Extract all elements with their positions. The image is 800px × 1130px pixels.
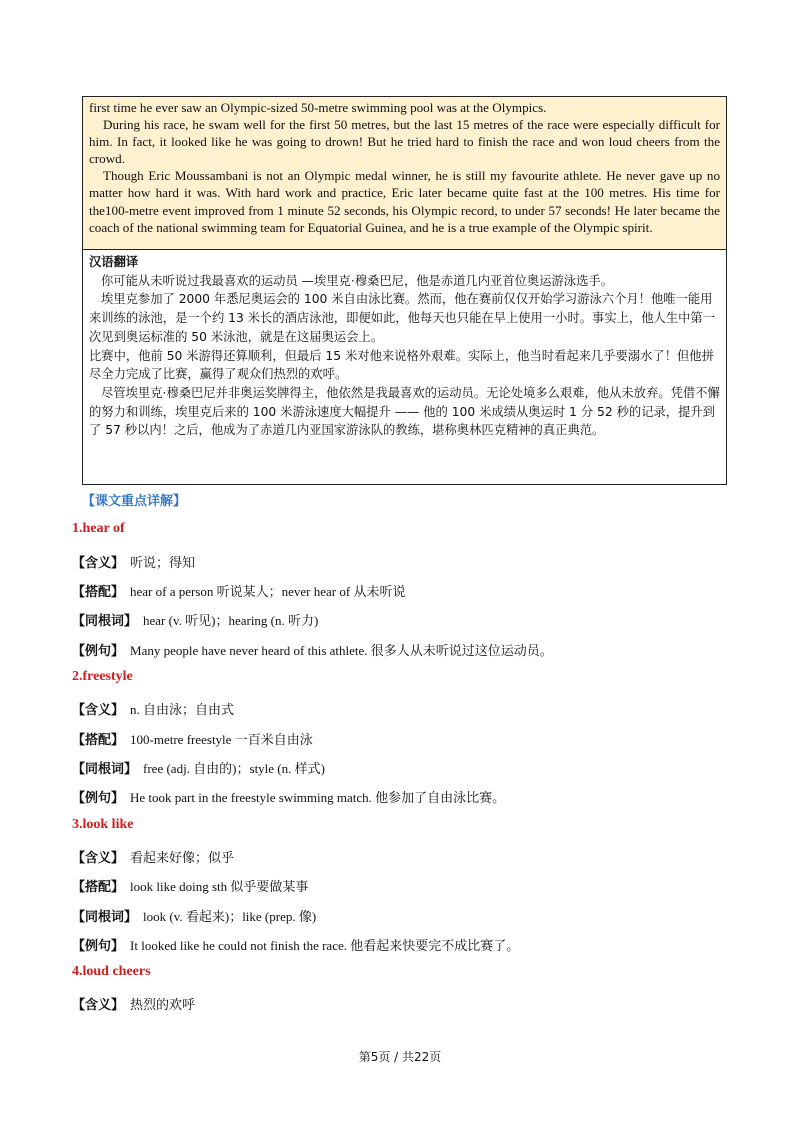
english-paragraph: first time he ever saw an Olympic-sized 50-metre swimming pool was at the Olympics. xyxy=(89,100,547,115)
meaning-label: 【含义】 xyxy=(72,851,125,866)
cognate-label: 【同根词】 xyxy=(72,762,138,777)
example-text: He took part in the freestyle swimming match. 他参加了自由泳比赛。 xyxy=(130,790,506,805)
meaning-text: 听说；得知 xyxy=(130,555,196,570)
collocation-text: hear of a person 听说某人；never hear of 从未听说 xyxy=(130,584,406,599)
meaning-text: 热烈的欢呼 xyxy=(130,997,196,1012)
example-row xyxy=(72,787,505,806)
term-heading: 4.loud cheers xyxy=(72,964,151,979)
translation-heading: 汉语翻译 xyxy=(89,255,139,269)
example-label: 【例句】 xyxy=(72,791,125,806)
cognate-row xyxy=(72,610,318,629)
collocation-label: 【搭配】 xyxy=(72,880,125,895)
text-box xyxy=(82,96,727,485)
chinese-translation xyxy=(83,250,726,440)
cognate-text: hear (v. 听见)；hearing (n. 听力) xyxy=(143,613,319,628)
collocation-label: 【搭配】 xyxy=(72,585,125,600)
meaning-label: 【含义】 xyxy=(72,556,125,571)
section-title: 【课文重点详解】 xyxy=(82,494,187,509)
cognate-text: look (v. 看起来)；like (prep. 像) xyxy=(143,909,317,924)
example-text: Many people have never heard of this athlete. 很多人从未听说过这位运动员。 xyxy=(130,643,553,658)
example-label: 【例句】 xyxy=(72,939,125,954)
collocation-text: 100-metre freestyle 一百米自由泳 xyxy=(130,732,313,747)
meaning-text: n. 自由泳；自由式 xyxy=(130,702,235,717)
chinese-paragraph: 尽管埃里克·穆桑巴尼并非奥运奖牌得主，他依然是我最喜欢的运动员。无论处境多么艰难，他从未放弃。凭借不懈的努力和训练，埃里克后来的 100 米游泳速度大幅提升 —— 他的 100 米成绩从奥运时 1 分 52 秒的记录，提升到了 57 秒以内！之后，他成为了赤道几内亚国家游泳队的教练，堪称奥林匹克精神的真正典范。 xyxy=(89,385,720,438)
term-heading: 1.hear of xyxy=(72,521,125,536)
example-label: 【例句】 xyxy=(72,644,125,659)
meaning-label: 【含义】 xyxy=(72,703,125,718)
cognate-label: 【同根词】 xyxy=(72,614,138,629)
cognate-text: free (adj. 自由的)；style (n. 样式) xyxy=(143,761,325,776)
collocation-label: 【搭配】 xyxy=(72,733,125,748)
collocation-text: look like doing sth 似乎要做某事 xyxy=(130,879,309,894)
chinese-paragraph: 埃里克参加了 2000 年悉尼奥运会的 100 米自由泳比赛。然而，他在赛前仅仅开始学习游泳六个月！他唯一能用来训练的泳池，是一个约 13 米长的酒店泳池，即便如此，他每天也只能在早上使用一小时。事实上，他人生中第一次见到奥运标准的 50 米泳池，就是在这届奥运会上。 xyxy=(89,292,716,344)
collocation-row xyxy=(72,581,405,600)
chinese-paragraph: 你可能从未听说过我最喜欢的运动员 —埃里克·穆桑巴尼，他是赤道几内亚首位奥运游泳选手。 xyxy=(101,273,613,288)
collocation-row xyxy=(72,876,308,895)
meaning-text: 看起来好像；似乎 xyxy=(130,850,235,865)
english-paragraph: During his race, he swam well for the first 50 metres, but the last 15 metres of the race were especially difficult for him. In fact, it looked like he was going to drown! But he tried hard to finish the race and won loud cheers from the crowd. xyxy=(89,117,720,167)
example-text: It looked like he could not finish the race. 他看起来快要完不成比赛了。 xyxy=(130,938,520,953)
english-passage xyxy=(83,97,726,250)
term-heading: 3.look like xyxy=(72,817,134,832)
cognate-row xyxy=(72,906,316,925)
meaning-row xyxy=(72,699,234,718)
meaning-row xyxy=(72,994,195,1013)
example-row xyxy=(72,640,553,659)
meaning-row xyxy=(72,552,195,571)
collocation-row xyxy=(72,729,313,748)
term-heading: 2.freestyle xyxy=(72,669,133,684)
cognate-label: 【同根词】 xyxy=(72,910,138,925)
page-footer: 第5页 / 共22页 xyxy=(358,1050,442,1064)
chinese-paragraph: 比赛中，他前 50 米游得还算顺利，但最后 15 米对他来说格外艰难。实际上，他当时看起来几乎要溺水了！但他拼尽全力完成了比赛，赢得了观众们热烈的欢呼。 xyxy=(89,348,714,382)
meaning-row xyxy=(72,847,234,866)
meaning-label: 【含义】 xyxy=(72,998,125,1013)
cognate-row xyxy=(72,758,325,777)
example-row xyxy=(72,935,519,954)
english-paragraph: Though Eric Moussambani is not an Olympic medal winner, he is still my favourite athlete. He never gave up no matter how hard it was. With hard work and practice, Eric later became quite fast at the 100 metres. His time for the100-metre event improved from 1 minute 52 seconds, his Olympic record, to under 57 seconds! He later became the coach of the national swimming team for Equatorial Guinea, and he is a true example of the Olympic spirit. xyxy=(89,168,720,235)
